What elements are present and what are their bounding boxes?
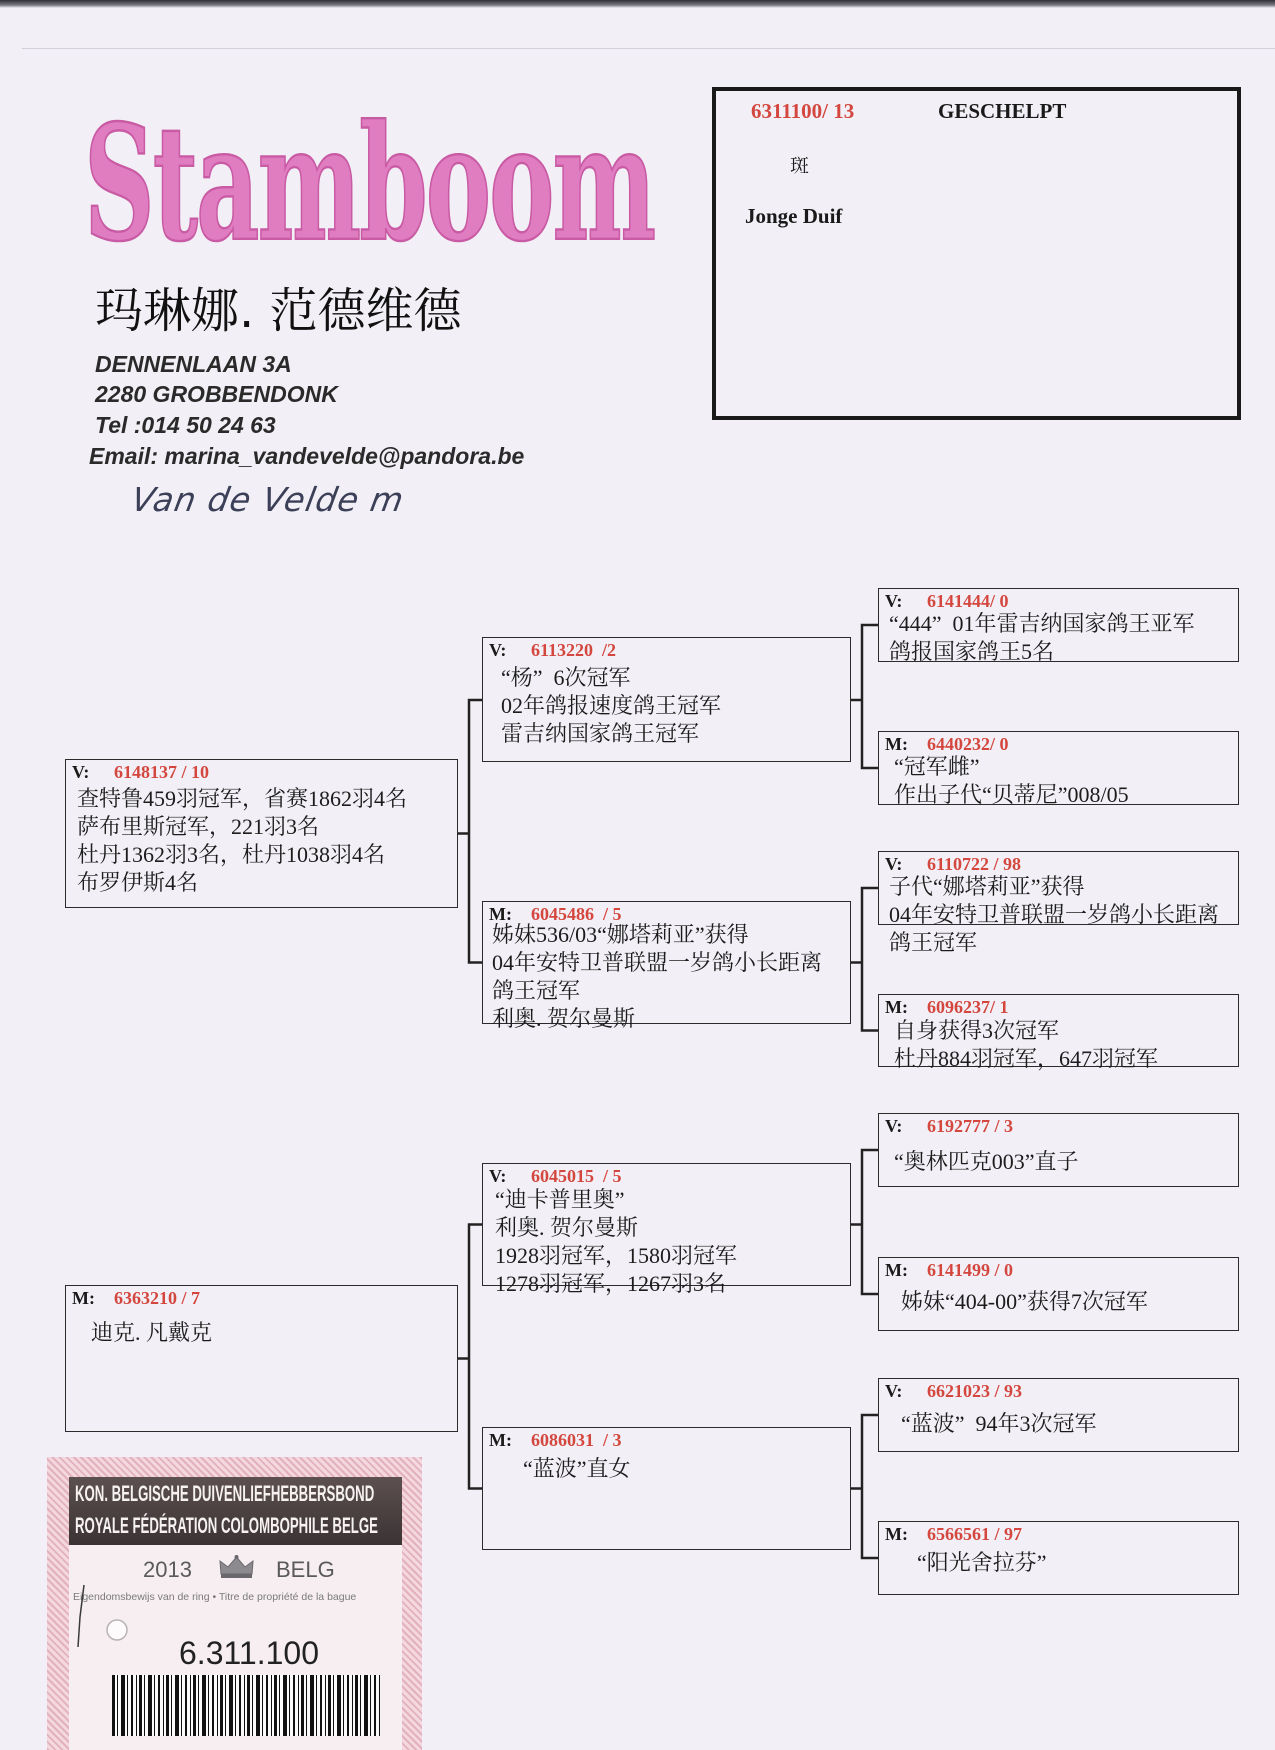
box-notes xyxy=(894,753,1238,809)
sex-label: V: xyxy=(885,591,903,611)
note-line: 雷吉纳国家鸽王冠军 xyxy=(501,721,700,746)
box-notes xyxy=(894,1148,1238,1176)
box-header xyxy=(489,1429,622,1451)
note-line: 杜丹884羽冠军，647羽冠军 xyxy=(894,1046,1159,1071)
pedigree-box-sire-sire xyxy=(482,637,851,762)
ring-card-number: 6.311.100 xyxy=(179,1635,319,1671)
note-line: “阳光舍拉芬” xyxy=(917,1550,1047,1575)
box-notes xyxy=(901,1288,1238,1316)
note-line: 利奥. 贺尔曼斯 xyxy=(492,1006,636,1031)
note-line: 姊妹“404-00”获得7次冠军 xyxy=(901,1289,1148,1314)
sex-label: V: xyxy=(489,640,507,660)
pedigree-box-sss xyxy=(878,588,1239,662)
sex-label: M: xyxy=(489,1430,512,1450)
note-line: “冠军雌” xyxy=(894,754,980,779)
note-line: 萨布里斯冠军，221羽3名 xyxy=(77,814,320,839)
note-line: 04年安特卫普联盟一岁鸽小长距离 xyxy=(889,902,1220,927)
note-line: 自身获得3次冠军 xyxy=(894,1018,1060,1043)
box-notes xyxy=(889,873,1238,957)
ring-number: 6192777 / 3 xyxy=(927,1116,1014,1136)
box-notes xyxy=(91,1319,457,1347)
box-notes xyxy=(901,1410,1238,1438)
ring-card-caption: Eigendomsbewijs van de ring • Titre de propriété de la bague xyxy=(73,1591,357,1603)
ring-number: 6566561 / 97 xyxy=(927,1524,1023,1544)
connector-sire-dam xyxy=(851,888,878,1031)
note-line: 杜丹1362羽3名，杜丹1038羽4名 xyxy=(77,842,386,867)
barcode xyxy=(112,1675,380,1736)
ring-number: 6113220 /2 xyxy=(531,640,617,660)
box-header xyxy=(885,1523,1022,1545)
sex-label: V: xyxy=(489,1166,507,1186)
stamboom-logo: Stamboom xyxy=(84,91,655,278)
sex-label: M: xyxy=(885,997,908,1017)
note-line: 02年鸽报速度鸽王冠军 xyxy=(501,693,722,718)
pedigree-box-ssd xyxy=(878,731,1239,805)
box-notes xyxy=(501,664,850,748)
sex-label: V: xyxy=(885,1381,903,1401)
ring-number: 6045015 / 5 xyxy=(531,1166,622,1186)
note-line: “444” 01年雷吉纳国家鸽王亚军 xyxy=(889,611,1195,636)
ring-number: 6141499 / 0 xyxy=(927,1260,1014,1280)
pedigree-box-dam xyxy=(65,1285,458,1432)
owner-city: 2280 GROBBENDONK xyxy=(95,381,338,407)
note-line: 查特鲁459羽冠军，省赛1862羽4名 xyxy=(77,786,408,811)
ring-number: 6148137 / 10 xyxy=(114,762,210,782)
pedigree-box-dam-dam xyxy=(482,1427,851,1550)
pigeon-ring-number: 6311100/ 13 xyxy=(751,99,855,123)
note-line: 1278羽冠军，1267羽3名 xyxy=(495,1271,727,1296)
note-line: 鸽王冠军 xyxy=(889,930,978,955)
box-header xyxy=(885,733,1009,755)
ring-number: 6363210 / 7 xyxy=(114,1288,201,1308)
sex-label: V: xyxy=(72,762,90,782)
connector-dam-sire xyxy=(851,1150,878,1294)
box-notes xyxy=(523,1455,850,1483)
box-header xyxy=(885,1380,1022,1402)
note-line: 1928羽冠军，1580羽冠军 xyxy=(495,1243,738,1268)
note-line: 迪克. 凡戴克 xyxy=(91,1320,213,1345)
connector-sire-sire xyxy=(851,625,878,768)
pen-mark xyxy=(78,1585,84,1647)
note-line: 布罗伊斯4名 xyxy=(77,870,199,895)
box-notes xyxy=(77,785,457,897)
sex-label: M: xyxy=(885,1260,908,1280)
box-notes xyxy=(894,1017,1238,1073)
pedigree-box-dam-sire xyxy=(482,1163,851,1296)
note-line: “迪卡普里奥” xyxy=(495,1187,625,1212)
owner-address: DENNENLAAN 3A xyxy=(95,351,292,377)
box-header xyxy=(72,1287,200,1309)
connector-sire xyxy=(458,700,482,963)
pigeon-color-chinese: 斑 xyxy=(790,155,810,177)
ring-number: 6096237/ 1 xyxy=(927,997,1009,1017)
sex-label: V: xyxy=(885,854,903,874)
note-line: 姊妹536/03“娜塔莉亚”获得 xyxy=(492,922,749,947)
box-header xyxy=(885,996,1009,1018)
box-header xyxy=(885,853,1021,875)
ring-number: 6110722 / 98 xyxy=(927,854,1022,874)
federation-name-dutch: KON. BELGISCHE DUIVENLIEFHEBBERSBOND xyxy=(75,1481,375,1506)
handwritten-signature: Van de Velde m xyxy=(128,480,408,519)
note-line: 利奥. 贺尔曼斯 xyxy=(495,1215,639,1240)
box-notes xyxy=(492,921,850,1033)
ring-number: 6141444/ 0 xyxy=(927,591,1009,611)
box-header xyxy=(885,590,1009,612)
owner-email: Email: marina_vandevelde@pandora.be xyxy=(89,443,525,469)
pedigree-box-sdd xyxy=(878,994,1239,1071)
note-line: “蓝波” 94年3次冠军 xyxy=(901,1411,1097,1436)
box-notes xyxy=(495,1186,850,1298)
ring-number: 6621023 / 93 xyxy=(927,1381,1023,1401)
owner-name: 玛琳娜. 范德维德 xyxy=(95,283,462,339)
note-line: 04年安特卫普联盟一岁鸽小长距离 xyxy=(492,950,823,975)
note-line: “杨” 6次冠军 xyxy=(501,665,631,690)
box-header xyxy=(885,1115,1013,1137)
owner-phone: Tel :014 50 24 63 xyxy=(95,412,276,438)
pigeon-category: Jonge Duif xyxy=(745,204,843,228)
ring-number: 6045486 / 5 xyxy=(531,904,622,924)
pedigree-box-ddd xyxy=(878,1521,1239,1595)
federation-name-french: ROYALE FÉDÉRATION COLOMBOPHILE BELGE xyxy=(75,1513,378,1538)
pedigree-box-dss xyxy=(878,1113,1239,1187)
note-line: 作出子代“贝蒂尼”008/05 xyxy=(894,782,1129,807)
sex-label: M: xyxy=(885,1524,908,1544)
box-notes xyxy=(889,610,1238,666)
ring-country: BELG xyxy=(276,1557,335,1582)
note-line: 鸽报国家鸽王5名 xyxy=(889,639,1055,664)
ring-ownership-card xyxy=(47,1457,422,1750)
note-line: 鸽王冠军 xyxy=(492,978,581,1003)
ring-number: 6086031 / 3 xyxy=(531,1430,622,1450)
box-notes xyxy=(917,1549,1238,1577)
sex-label: M: xyxy=(72,1288,95,1308)
note-line: “蓝波”直女 xyxy=(523,1456,631,1481)
pigeon-color: GESCHELPT xyxy=(938,99,1067,123)
box-header xyxy=(885,1259,1013,1281)
box-header xyxy=(489,639,616,661)
ring-year: 2013 xyxy=(143,1557,192,1582)
pedigree-box-dds xyxy=(878,1378,1239,1452)
sex-label: M: xyxy=(885,734,908,754)
box-header xyxy=(72,761,209,783)
connector-dam-dam xyxy=(851,1415,878,1558)
pedigree-box-sire xyxy=(65,759,458,908)
note-line: “奥林匹克003”直子 xyxy=(894,1149,1079,1174)
sex-label: M: xyxy=(489,904,512,924)
pedigree-box-dsd xyxy=(878,1257,1239,1331)
box-header xyxy=(489,1165,622,1187)
ring-number: 6440232/ 0 xyxy=(927,734,1009,754)
punch-hole xyxy=(107,1620,127,1640)
note-line: 子代“娜塔莉亚”获得 xyxy=(889,874,1085,899)
connector-dam xyxy=(458,1225,482,1489)
pedigree-box-sire-dam xyxy=(482,901,851,1031)
pedigree-box-sds xyxy=(878,851,1239,955)
sex-label: V: xyxy=(885,1116,903,1136)
